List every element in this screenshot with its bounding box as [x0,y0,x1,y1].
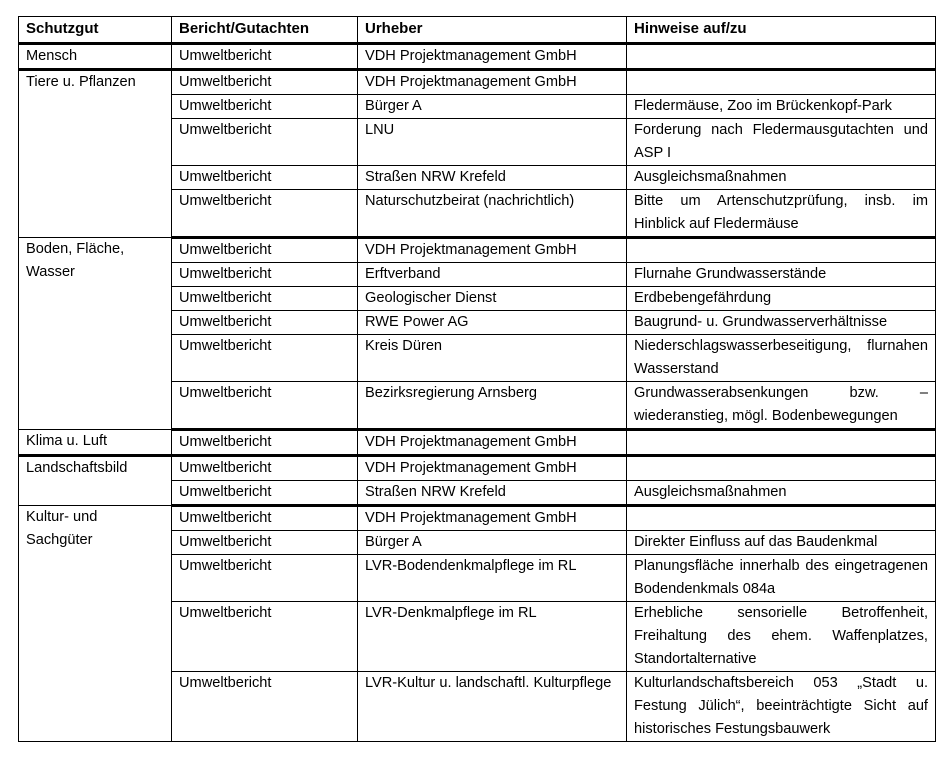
bericht-cell: Umweltbericht [172,95,358,119]
schutzgut-cell: Boden, Fläche, Wasser [19,238,172,430]
schutzgut-group [19,238,936,430]
bericht-cell: Umweltbericht [172,238,358,263]
table-row [19,238,936,263]
header-schutzgut: Schutzgut [19,17,172,44]
schutzgut-group [19,70,936,238]
hinweis-cell: Forderung nach Fledermausgutachten und ASP I [627,119,936,166]
bericht-cell: Umweltbericht [172,506,358,531]
urheber-cell: Erftverband [358,263,627,287]
table-row [19,70,936,95]
bericht-cell: Umweltbericht [172,70,358,95]
bericht-cell: Umweltbericht [172,287,358,311]
hinweis-cell: Flurnahe Grundwasserstände [627,263,936,287]
urheber-cell: LVR-Bodendenkmalpflege im RL [358,555,627,602]
urheber-cell: Bezirksregierung Arnsberg [358,382,627,430]
hinweis-cell: Kulturlandschaftsbereich 053 „Stadt u. Festung Jülich“, beeinträchtigte Sicht auf historisches Festungsbauwerk [627,672,936,742]
bericht-cell: Umweltbericht [172,602,358,672]
table-row [19,44,936,70]
hinweis-cell [627,70,936,95]
header-hinweise: Hinweise auf/zu [627,17,936,44]
urheber-cell: Naturschutzbeirat (nachrichtlich) [358,190,627,238]
urheber-cell: VDH Projektmanagement GmbH [358,70,627,95]
schutzgut-cell: Kultur- und Sachgüter [19,506,172,742]
header-row [19,17,936,44]
hinweis-cell: Niederschlagswasserbeseitigung, flurnahen Wasserstand [627,335,936,382]
hinweis-cell: Erhebliche sensorielle Betroffenheit, Freihaltung des ehem. Waffenplatzes, Standortalternative [627,602,936,672]
bericht-cell: Umweltbericht [172,166,358,190]
bericht-cell: Umweltbericht [172,456,358,481]
urheber-cell: Geologischer Dienst [358,287,627,311]
hinweis-cell [627,44,936,70]
schutzgut-group [19,44,936,70]
hinweis-cell [627,456,936,481]
schutzgut-group [19,456,936,506]
table-row [19,456,936,481]
schutzgut-cell: Mensch [19,44,172,70]
urheber-cell: LVR-Kultur u. landschaftl. Kulturpflege [358,672,627,742]
hinweis-cell: Baugrund- u. Grundwasserverhältnisse [627,311,936,335]
bericht-cell: Umweltbericht [172,263,358,287]
hinweis-cell: Grundwasserabsenkungen bzw. –wiederanstieg, mögl. Bodenbewegungen [627,382,936,430]
header-bericht-gutachten: Bericht/Gutachten [172,17,358,44]
schutzgut-table [18,16,936,742]
urheber-cell: VDH Projektmanagement GmbH [358,456,627,481]
bericht-cell: Umweltbericht [172,430,358,456]
table-row [19,430,936,456]
table-header [19,17,936,44]
hinweis-cell [627,430,936,456]
schutzgut-cell: Tiere u. Pflanzen [19,70,172,238]
schutzgut-cell: Landschaftsbild [19,456,172,506]
hinweis-cell [627,506,936,531]
bericht-cell: Umweltbericht [172,119,358,166]
bericht-cell: Umweltbericht [172,335,358,382]
hinweis-cell: Bitte um Artenschutzprüfung, insb. im Hinblick auf Fledermäuse [627,190,936,238]
table-row [19,506,936,531]
bericht-cell: Umweltbericht [172,44,358,70]
bericht-cell: Umweltbericht [172,531,358,555]
bericht-cell: Umweltbericht [172,481,358,506]
urheber-cell: RWE Power AG [358,311,627,335]
urheber-cell: Kreis Düren [358,335,627,382]
urheber-cell: VDH Projektmanagement GmbH [358,44,627,70]
urheber-cell: Bürger A [358,95,627,119]
urheber-cell: LNU [358,119,627,166]
urheber-cell: VDH Projektmanagement GmbH [358,430,627,456]
urheber-cell: VDH Projektmanagement GmbH [358,506,627,531]
bericht-cell: Umweltbericht [172,311,358,335]
urheber-cell: Bürger A [358,531,627,555]
bericht-cell: Umweltbericht [172,555,358,602]
bericht-cell: Umweltbericht [172,672,358,742]
hinweis-cell [627,238,936,263]
hinweis-cell: Direkter Einfluss auf das Baudenkmal [627,531,936,555]
urheber-cell: LVR-Denkmalpflege im RL [358,602,627,672]
urheber-cell: VDH Projektmanagement GmbH [358,238,627,263]
urheber-cell: Straßen NRW Krefeld [358,166,627,190]
hinweis-cell: Ausgleichsmaßnahmen [627,166,936,190]
schutzgut-group [19,506,936,742]
hinweis-cell: Ausgleichsmaßnahmen [627,481,936,506]
bericht-cell: Umweltbericht [172,190,358,238]
header-urheber: Urheber [358,17,627,44]
hinweis-cell: Planungsfläche innerhalb des eingetragenen Bodendenkmals 084a [627,555,936,602]
hinweis-cell: Erdbebengefährdung [627,287,936,311]
schutzgut-group [19,430,936,456]
urheber-cell: Straßen NRW Krefeld [358,481,627,506]
schutzgut-cell: Klima u. Luft [19,430,172,456]
hinweis-cell: Fledermäuse, Zoo im Brückenkopf-Park [627,95,936,119]
bericht-cell: Umweltbericht [172,382,358,430]
